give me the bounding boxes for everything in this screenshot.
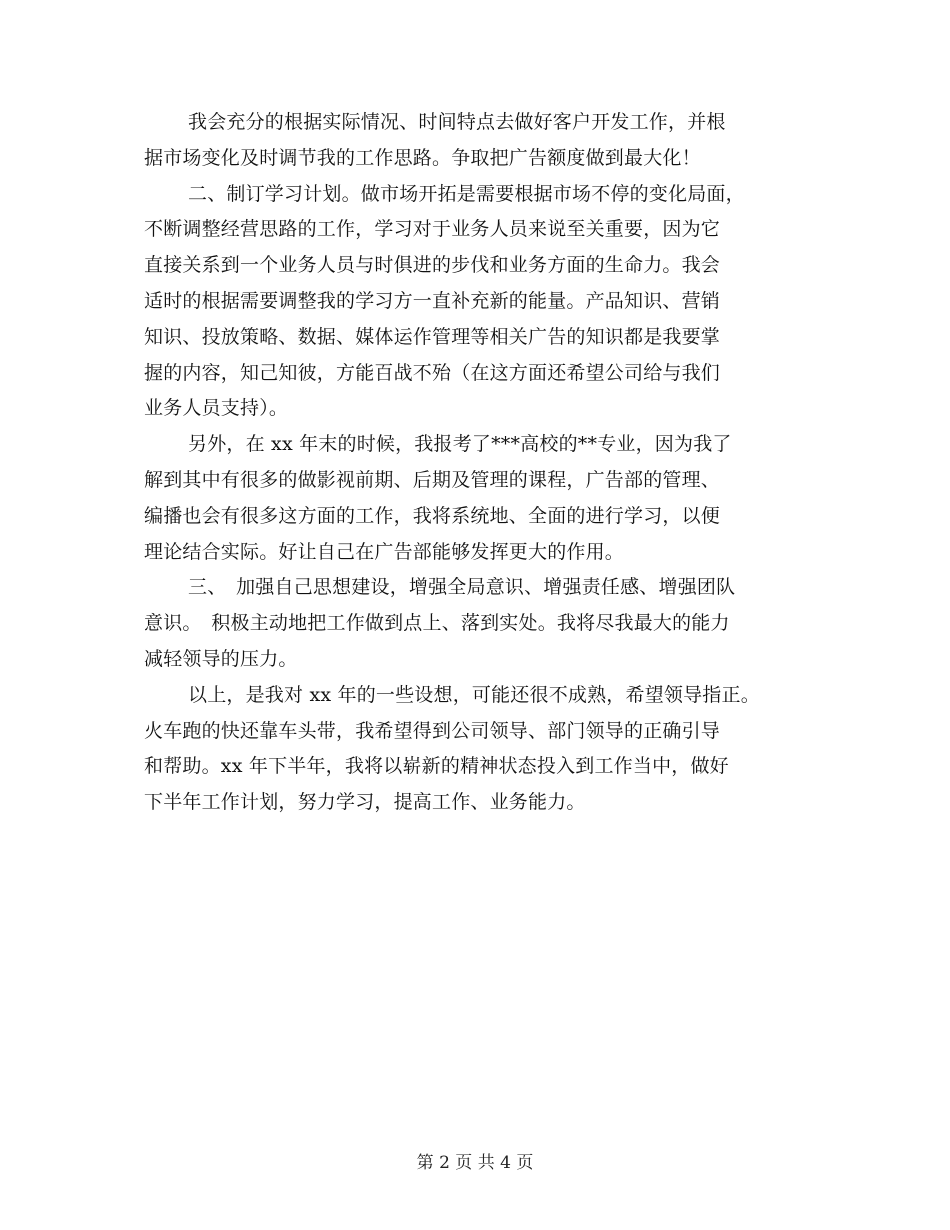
body-line: 握的内容，知己知彼，方能百战不殆（在这方面还希望公司给与我们 xyxy=(144,361,721,384)
body-line: 直接关系到一个业务人员与时俱进的步伐和业务方面的生命力。我会 xyxy=(144,254,721,277)
body-line: 下半年工作计划，努力学习，提高工作、业务能力。 xyxy=(144,791,586,814)
body-line: 不断调整经营思路的工作，学习对于业务人员来说至关重要，因为它 xyxy=(144,218,721,241)
body-line: 三、 加强自己思想建设，增强全局意识、增强责任感、增强团队 xyxy=(188,576,736,599)
page-number-footer: 第 2 页 共 4 页 xyxy=(416,1153,534,1173)
body-line: 二、制订学习计划。做市场开拓是需要根据市场不停的变化局面， xyxy=(188,182,745,205)
body-line: 业务人员支持）。 xyxy=(144,397,289,420)
body-line: 减轻领导的压力。 xyxy=(144,647,298,670)
body-line: 另外，在 xx 年末的时候，我报考了***高校的**专业，因为我了 xyxy=(188,433,732,456)
body-line: 编播也会有很多这方面的工作，我将系统地、全面的进行学习，以便 xyxy=(144,504,721,527)
body-line: 据市场变化及时调节我的工作思路。争取把广告额度做到最大化！ xyxy=(144,146,701,169)
body-line: 意识。 积极主动地把工作做到点上、落到实处。我将尽我最大的能力 xyxy=(144,612,730,635)
body-line: 我会充分的根据实际情况、时间特点去做好客户开发工作，并根 xyxy=(188,111,726,133)
body-line: 解到其中有很多的做影视前期、后期及管理的课程，广告部的管理、 xyxy=(144,468,721,491)
body-line: 和帮助。xx 年下半年，我将以崭新的精神状态投入到工作当中，做好 xyxy=(144,755,729,778)
body-line: 知识、投放策略、数据、媒体运作管理等相关广告的知识都是我要掌 xyxy=(144,325,721,348)
body-line: 适时的根据需要调整我的学习方一直补充新的能量。产品知识、营销 xyxy=(144,289,721,312)
body-line: 以上，是我对 xx 年的一些设想，可能还很不成熟，希望领导指正。 xyxy=(188,683,760,706)
body-line: 理论结合实际。好让自己在广告部能够发挥更大的作用。 xyxy=(144,540,625,563)
document-body xyxy=(144,105,814,821)
body-line: 火车跑的快还靠车头带，我希望得到公司领导、部门领导的正确引导 xyxy=(144,719,721,742)
